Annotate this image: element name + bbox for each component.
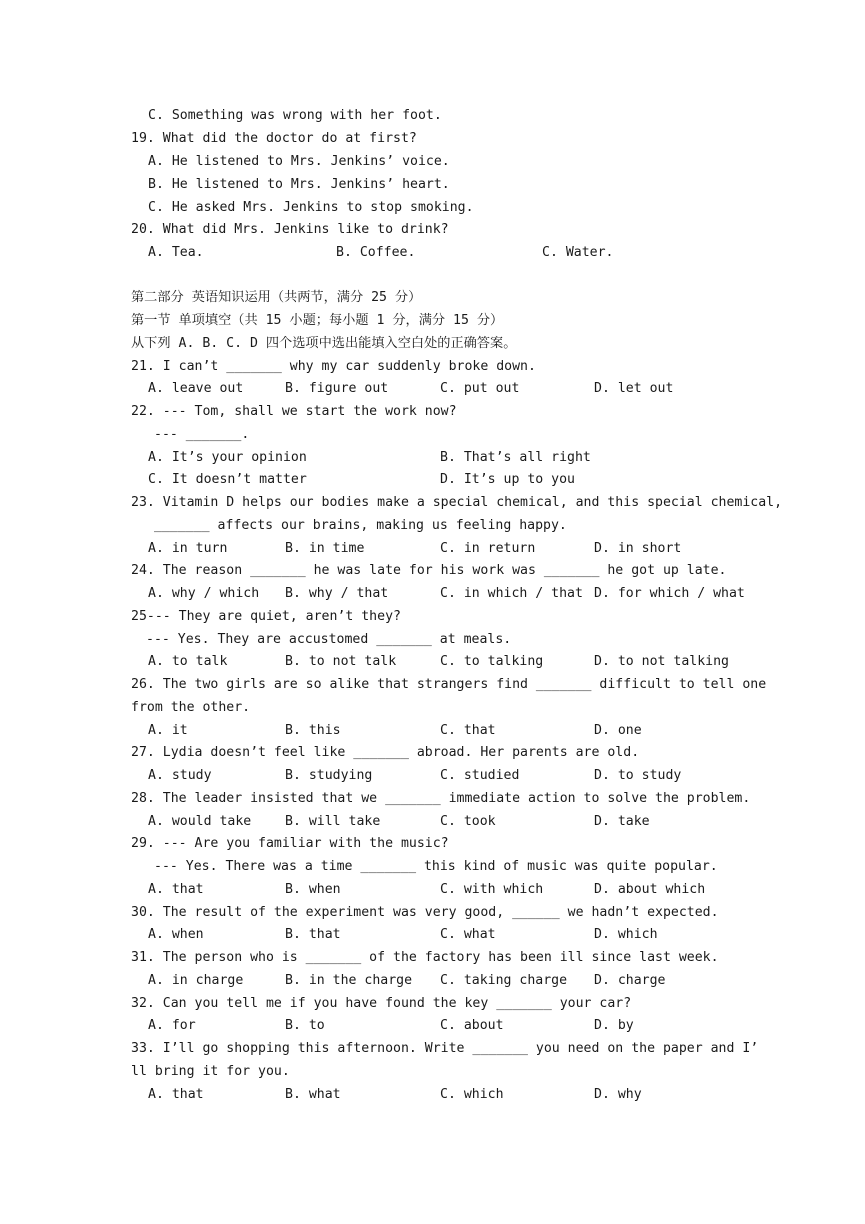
q20-stem: 20. What did Mrs. Jenkins like to drink? (131, 222, 449, 237)
q24-option-b: B. why / that (285, 586, 389, 601)
q20-option-a: A. Tea. (148, 245, 204, 260)
q27-option-c: C. studied (440, 768, 520, 783)
q21-option-b: B. figure out (285, 381, 389, 396)
q29-option-b: B. when (285, 882, 341, 897)
q32-option-a: A. for (148, 1018, 196, 1033)
q25-option-c: C. to talking (440, 654, 544, 669)
q22-option-b: B. That’s all right (440, 450, 591, 465)
q21-stem: 21. I can’t _______ why my car suddenly broke down. (131, 359, 536, 374)
q22-stem: 22. --- Tom, shall we start the work now? (131, 404, 457, 419)
q20-option-c: C. Water. (542, 245, 614, 260)
q25-stem: 25--- They are quiet, aren’t they? (131, 609, 401, 624)
section-one-heading: 第一节 单项填空（共 15 小题；每小题 1 分，满分 15 分） (131, 313, 504, 328)
q31-option-c: C. taking charge (440, 973, 568, 988)
q31-option-a: A. in charge (148, 973, 244, 988)
q25-option-d: D. to not talking (594, 654, 729, 669)
q21-option-c: C. put out (440, 381, 520, 396)
q30-option-a: A. when (148, 927, 204, 942)
q23-stem: 23. Vitamin D helps our bodies make a special chemical, and this special chemical, (131, 495, 783, 510)
q33-stem: 33. I’ll go shopping this afternoon. Write _______ you need on the paper and I’ (131, 1041, 759, 1056)
q28-option-c: C. took (440, 814, 496, 829)
q32-option-c: C. about (440, 1018, 504, 1033)
q30-stem: 30. The result of the experiment was very good, ______ we hadn’t expected. (131, 905, 719, 920)
q29-stem: 29. --- Are you familiar with the music? (131, 836, 449, 851)
q28-option-a: A. would take (148, 814, 252, 829)
q23-option-b: B. in time (285, 541, 365, 556)
q32-option-b: B. to (285, 1018, 325, 1033)
q31-option-d: D. charge (594, 973, 666, 988)
q29-option-c: C. with which (440, 882, 544, 897)
q27-stem: 27. Lydia doesn’t feel like _______ abroad. Her parents are old. (131, 745, 640, 760)
q28-option-b: B. will take (285, 814, 381, 829)
q28-option-d: D. take (594, 814, 650, 829)
q26-option-a: A. it (148, 723, 188, 738)
q29-response: --- Yes. There was a time _______ this kind of music was quite popular. (154, 859, 718, 874)
q23-stem-continued: _______ affects our brains, making us feeling happy. (154, 518, 567, 533)
q21-option-d: D. let out (594, 381, 674, 396)
q27-option-b: B. studying (285, 768, 373, 783)
q19-option-a: A. He listened to Mrs. Jenkins’ voice. (148, 154, 450, 169)
q27-option-d: D. to study (594, 768, 682, 783)
section-one-instruction: 从下列 A. B. C. D 四个选项中选出能填入空白处的正确答案。 (131, 336, 517, 351)
q32-stem: 32. Can you tell me if you have found the key _______ your car? (131, 996, 632, 1011)
q26-option-b: B. this (285, 723, 341, 738)
q25-response: --- Yes. They are accustomed _______ at meals. (146, 632, 512, 647)
q33-option-b: B. what (285, 1087, 341, 1102)
q30-option-b: B. that (285, 927, 341, 942)
q22-option-a: A. It’s your opinion (148, 450, 307, 465)
q31-option-b: B. in the charge (285, 973, 413, 988)
q29-option-d: D. about which (594, 882, 706, 897)
q28-stem: 28. The leader insisted that we _______ immediate action to solve the problem. (131, 791, 751, 806)
q30-option-d: D. which (594, 927, 658, 942)
q30-option-c: C. what (440, 927, 496, 942)
q26-stem-continued: from the other. (131, 700, 251, 715)
q27-option-a: A. study (148, 768, 212, 783)
q33-option-a: A. that (148, 1087, 204, 1102)
q23-option-c: C. in return (440, 541, 536, 556)
q22-response: --- _______. (154, 427, 250, 442)
q24-option-c: C. in which / that (440, 586, 583, 601)
q25-option-a: A. to talk (148, 654, 228, 669)
q23-option-a: A. in turn (148, 541, 228, 556)
q33-option-d: D. why (594, 1087, 642, 1102)
q20-option-b: B. Coffee. (336, 245, 416, 260)
q22-option-c: C. It doesn’t matter (148, 472, 307, 487)
q19-stem: 19. What did the doctor do at first? (131, 131, 417, 146)
q25-option-b: B. to not talk (285, 654, 397, 669)
part-two-heading: 第二部分 英语知识运用（共两节，满分 25 分） (131, 290, 422, 305)
q22-option-d: D. It’s up to you (440, 472, 575, 487)
q19-option-b: B. He listened to Mrs. Jenkins’ heart. (148, 177, 450, 192)
q24-stem: 24. The reason _______ he was late for his work was _______ he got up late. (131, 563, 727, 578)
q24-option-a: A. why / which (148, 586, 260, 601)
q19-option-c: C. He asked Mrs. Jenkins to stop smoking. (148, 200, 474, 215)
q26-option-c: C. that (440, 723, 496, 738)
q33-stem-continued: ll bring it for you. (131, 1064, 290, 1079)
q31-stem: 31. The person who is _______ of the factory has been ill since last week. (131, 950, 719, 965)
q29-option-a: A. that (148, 882, 204, 897)
q26-option-d: D. one (594, 723, 642, 738)
q32-option-d: D. by (594, 1018, 634, 1033)
q26-stem: 26. The two girls are so alike that strangers find _______ difficult to tell one (131, 677, 767, 692)
q24-option-d: D. for which / what (594, 586, 745, 601)
q18-option-c: C. Something was wrong with her foot. (148, 108, 442, 123)
q33-option-c: C. which (440, 1087, 504, 1102)
q23-option-d: D. in short (594, 541, 682, 556)
q21-option-a: A. leave out (148, 381, 244, 396)
